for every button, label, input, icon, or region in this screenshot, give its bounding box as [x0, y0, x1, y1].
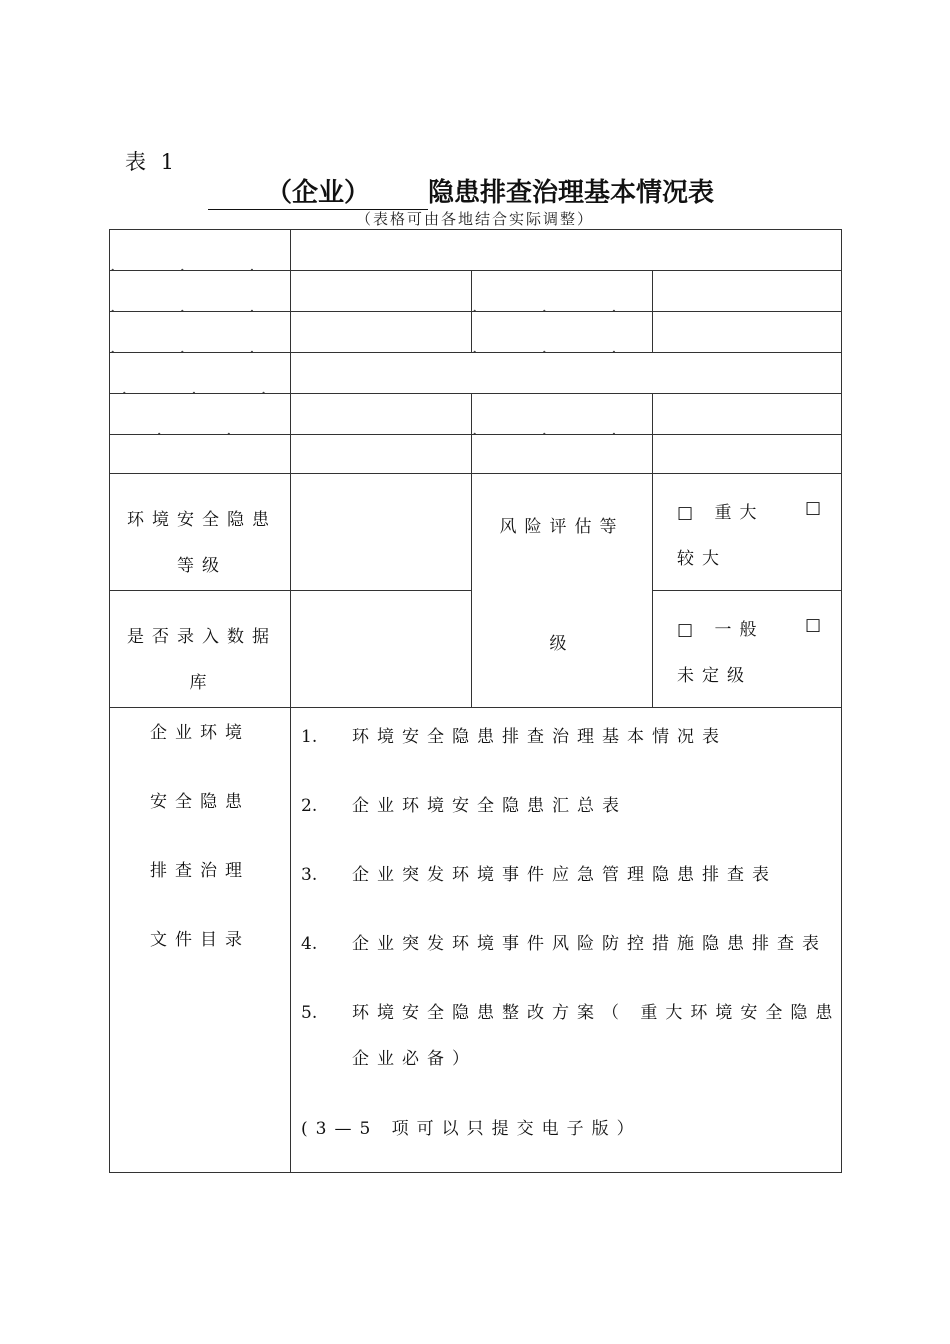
risk-option-general[interactable]: □ 一般 — [677, 620, 765, 640]
catalog-label-line-3: 排查治理 — [150, 861, 250, 881]
database-label: 是否录入数据库 — [127, 627, 277, 693]
row1-value-cell[interactable] — [290, 229, 842, 271]
title-blank-right — [370, 175, 428, 210]
row5-email-value-cell[interactable] — [652, 393, 842, 435]
page-subtitle: （表格可由各地结合实际调整） — [355, 210, 594, 228]
catalog-label-line-4: 文件目录 — [150, 930, 250, 950]
row6-label-cell — [109, 434, 291, 476]
catalog-note: (3—5 项可以只提交电子版） — [301, 1119, 642, 1139]
title-blank-left — [208, 175, 266, 210]
hazard-level-label-cell — [109, 473, 291, 591]
row3-value-cell[interactable] — [290, 311, 472, 353]
risk-options-bottom-cell — [652, 590, 842, 708]
row4-value-cell[interactable] — [290, 352, 842, 394]
risk-level-label-a: 风险评估等 — [499, 517, 625, 537]
catalog-item-5-continuation: 企业必备） — [352, 1049, 477, 1069]
title-company-placeholder: （企业） — [266, 172, 370, 210]
catalog-label-line-1: 企业环境 — [150, 723, 250, 743]
catalog-list-cell — [290, 707, 842, 1173]
page-title — [208, 172, 714, 210]
row5-value-cell[interactable] — [290, 393, 472, 435]
table-number-label: 表 1 — [125, 150, 179, 174]
risk-option-undefined-label: 未定级 — [677, 666, 752, 686]
catalog-label-cell — [109, 707, 291, 1173]
catalog-item-1: 1. 环境安全隐患排查治理基本情况表 — [301, 727, 727, 747]
hazard-level-label: 环境安全隐患等级 — [127, 510, 277, 576]
risk-option-large-label: 较大 — [677, 549, 727, 569]
row6-value-cell[interactable] — [290, 434, 472, 476]
catalog-item-2: 2. 企业环境安全隐患汇总表 — [301, 796, 627, 816]
catalog-label-line-2: 安全隐患 — [150, 792, 250, 812]
title-main: 隐患排查治理基本情况表 — [428, 178, 715, 208]
row2-value-cell[interactable] — [290, 270, 472, 312]
risk-level-label-b: 级 — [549, 634, 575, 654]
row6-industry-value-cell[interactable] — [652, 434, 842, 476]
risk-option-large-checkbox[interactable]: □ — [805, 498, 822, 518]
database-label-cell — [109, 590, 291, 708]
risk-level-label-cell — [471, 473, 653, 708]
catalog-item-3: 3. 企业突发环境事件应急管理隐患排查表 — [301, 865, 777, 885]
catalog-item-4: 4. 企业突发环境事件风险防控措施隐患排查表 — [301, 934, 827, 954]
row6-industry-label-cell — [471, 434, 653, 476]
row3-contact-value-cell[interactable] — [652, 311, 842, 353]
risk-options-top-cell — [652, 473, 842, 591]
risk-option-undefined-checkbox[interactable]: □ — [805, 615, 822, 635]
risk-option-major[interactable]: □ 重大 — [677, 503, 765, 523]
row2-contact-value-cell[interactable] — [652, 270, 842, 312]
hazard-level-value-cell[interactable] — [290, 473, 472, 591]
catalog-item-5: 5. 环境安全隐患整改方案（ 重大环境安全隐患 — [301, 1003, 841, 1023]
database-value-cell[interactable] — [290, 590, 472, 708]
